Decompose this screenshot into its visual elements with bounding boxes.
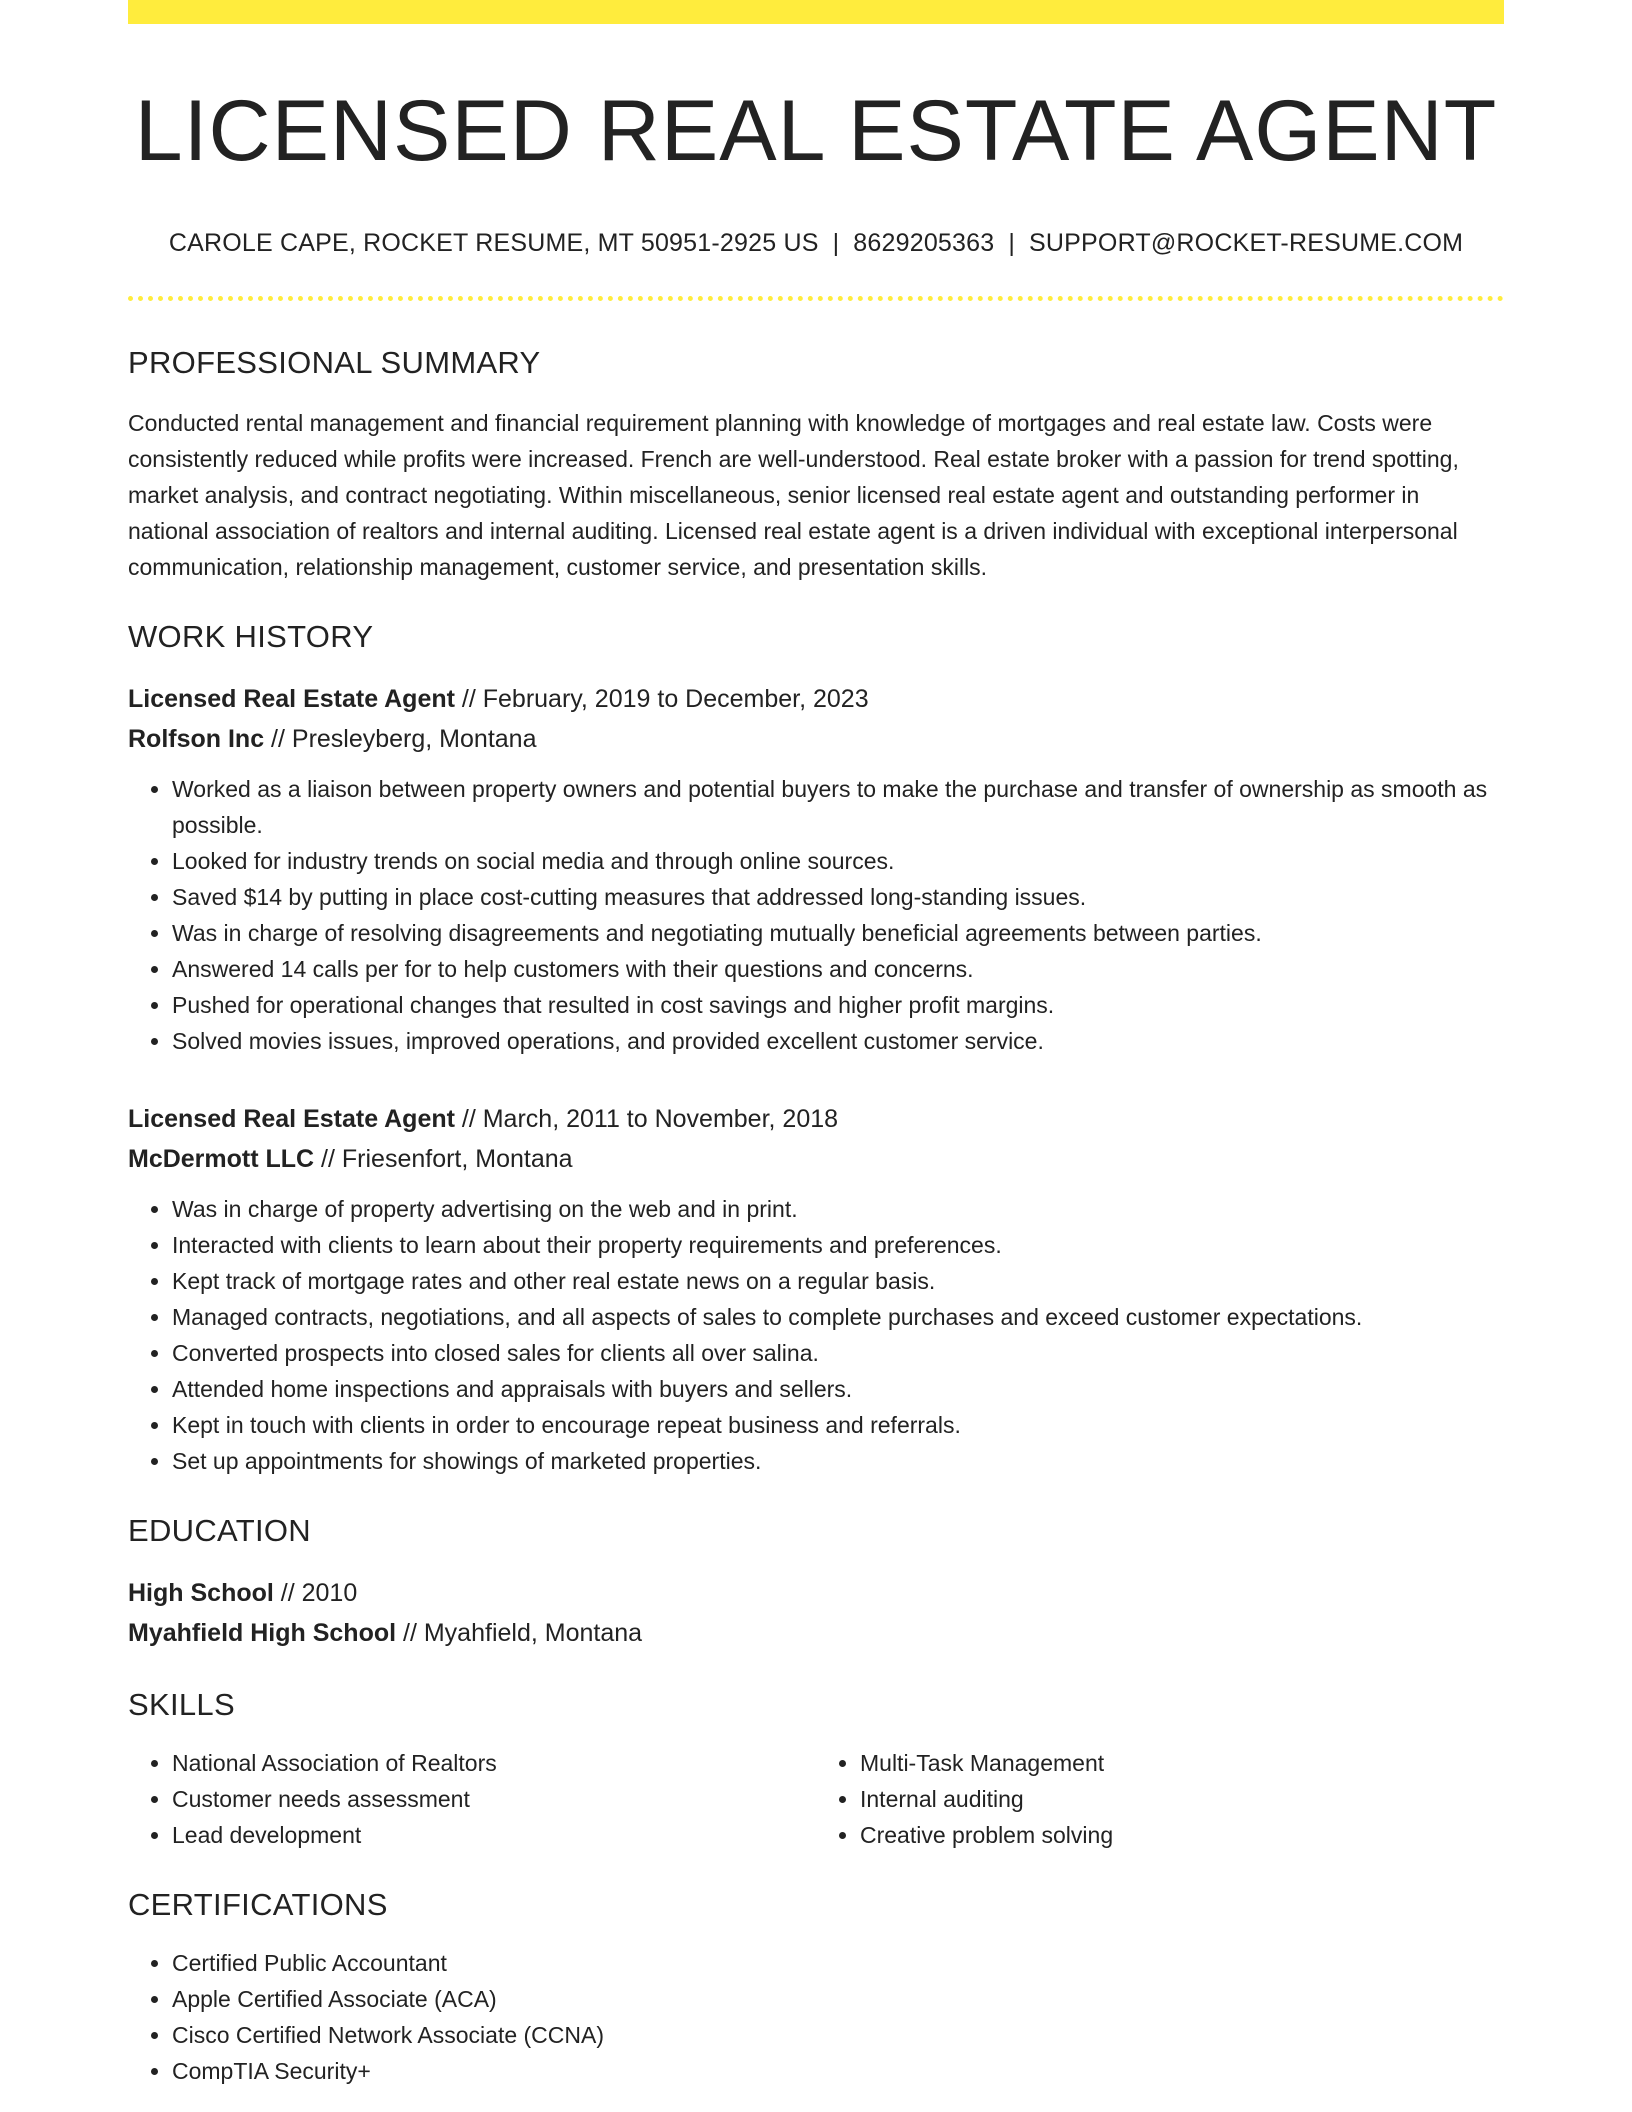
job-bullets <box>128 1191 1504 1479</box>
education-school: Myahfield High School <box>128 1618 397 1647</box>
summary-heading: PROFESSIONAL SUMMARY <box>128 344 541 380</box>
education-school-line <box>128 1613 1504 1653</box>
job-bullet: • Worked as a liaison between property owners and potential buyers to make the purchase and transfer of ownership as smooth as possible. <box>172 771 1504 843</box>
job-bullet: • Pushed for operational changes that resulted in cost savings and higher profit margins. <box>172 987 1504 1023</box>
certifications-list <box>128 1945 1504 2089</box>
job-company: McDermott LLC <box>128 1144 315 1173</box>
skills-section <box>128 1687 1504 1853</box>
job-entry <box>128 1099 1504 1479</box>
job-bullet: • Was in charge of property advertising on the web and in print. <box>172 1191 1504 1227</box>
certification-item: • Cisco Certified Network Associate (CCNA) <box>172 2017 1504 2053</box>
certifications-heading: CERTIFICATIONS <box>128 1886 388 1922</box>
job-bullet: • Kept track of mortgage rates and other real estate news on a regular basis. <box>172 1263 1504 1299</box>
education-year: // 2010 <box>273 1578 358 1607</box>
job-bullet: • Solved movies issues, improved operations, and provided excellent customer service. <box>172 1023 1504 1059</box>
job-title: Licensed Real Estate Agent <box>128 684 455 713</box>
job-dates: // February, 2019 to December, 2023 <box>454 684 869 713</box>
job-location: // Friesenfort, Montana <box>314 1144 573 1173</box>
contact-info <box>128 229 1504 258</box>
job-entry <box>128 679 1504 1059</box>
certification-item: • Apple Certified Associate (ACA) <box>172 1981 1504 2017</box>
summary-text: Conducted rental management and financial requirement planning with knowledge of mortgages and real estate law. Costs were consistently reduced while profits were increased. French are well-understood. Real estate broker with a passion for trend spotting, market analysis, and contract negotiating. Within miscellaneous, senior licensed real estate agent and outstanding performer in national association of realtors and internal auditing. Licensed real estate agent is a driven individual with exceptional interpersonal communication, relationship management, customer service, and presentation skills. <box>128 409 1459 580</box>
job-bullet: • Converted prospects into closed sales for clients all over salina. <box>172 1335 1504 1371</box>
skills-grid <box>128 1745 1504 1853</box>
contact-separator: | <box>1008 228 1016 257</box>
contact-address: CAROLE CAPE, ROCKET RESUME, MT 50951-2925 US <box>168 228 819 257</box>
skills-heading: SKILLS <box>128 1686 235 1722</box>
work-history-section <box>128 619 1504 1479</box>
resume-title: LICENSED REAL ESTATE AGENT <box>134 83 1498 179</box>
resume-page <box>128 0 1504 2089</box>
job-bullet: • Saved $14 by putting in place cost-cutting measures that addressed long-standing issues. <box>172 879 1504 915</box>
certification-item: • CompTIA Security+ <box>172 2053 1504 2089</box>
job-bullet: • Set up appointments for showings of marketed properties. <box>172 1443 1504 1479</box>
job-bullet: • Attended home inspections and appraisals with buyers and sellers. <box>172 1371 1504 1407</box>
job-bullet: • Kept in touch with clients in order to encourage repeat business and referrals. <box>172 1407 1504 1443</box>
contact-separator: | <box>832 228 840 257</box>
skill-item: • Internal auditing <box>860 1781 1504 1817</box>
education-entry <box>128 1573 1504 1653</box>
job-title-line <box>128 1099 1504 1139</box>
education-degree-line <box>128 1573 1504 1613</box>
job-bullets <box>128 771 1504 1059</box>
skills-column-right <box>816 1745 1504 1853</box>
education-degree: High School <box>128 1578 274 1607</box>
skill-item: • Creative problem solving <box>860 1817 1504 1853</box>
certification-item: • Certified Public Accountant <box>172 1945 1504 1981</box>
header-divider <box>128 296 1504 301</box>
job-bullet: • Looked for industry trends on social media and through online sources. <box>172 843 1504 879</box>
skill-item: • National Association of Realtors <box>172 1745 816 1781</box>
accent-top-bar <box>128 0 1504 24</box>
contact-phone: 8629205363 <box>853 228 995 257</box>
skill-item: • Customer needs assessment <box>172 1781 816 1817</box>
job-company-line <box>128 1139 1504 1179</box>
job-bullet: • Interacted with clients to learn about their property requirements and preferences. <box>172 1227 1504 1263</box>
education-heading: EDUCATION <box>128 1512 311 1548</box>
job-company: Rolfson Inc <box>128 724 265 753</box>
job-bullet: • Managed contracts, negotiations, and all aspects of sales to complete purchases and exceed customer expectations. <box>172 1299 1504 1335</box>
skills-column-left <box>128 1745 816 1853</box>
job-title-line <box>128 679 1504 719</box>
work-history-heading: WORK HISTORY <box>128 618 374 654</box>
certifications-section <box>128 1887 1504 2089</box>
job-company-line <box>128 719 1504 759</box>
education-section <box>128 1513 1504 1653</box>
skill-item: • Lead development <box>172 1817 816 1853</box>
job-bullet: • Was in charge of resolving disagreements and negotiating mutually beneficial agreements between parties. <box>172 915 1504 951</box>
job-bullet: • Answered 14 calls per for to help customers with their questions and concerns. <box>172 951 1504 987</box>
job-dates: // March, 2011 to November, 2018 <box>454 1104 839 1133</box>
job-title: Licensed Real Estate Agent <box>128 1104 455 1133</box>
skill-item: • Multi-Task Management <box>860 1745 1504 1781</box>
contact-email: SUPPORT@ROCKET-RESUME.COM <box>1029 228 1464 257</box>
job-location: // Presleyberg, Montana <box>264 724 537 753</box>
education-location: // Myahfield, Montana <box>396 1618 643 1647</box>
